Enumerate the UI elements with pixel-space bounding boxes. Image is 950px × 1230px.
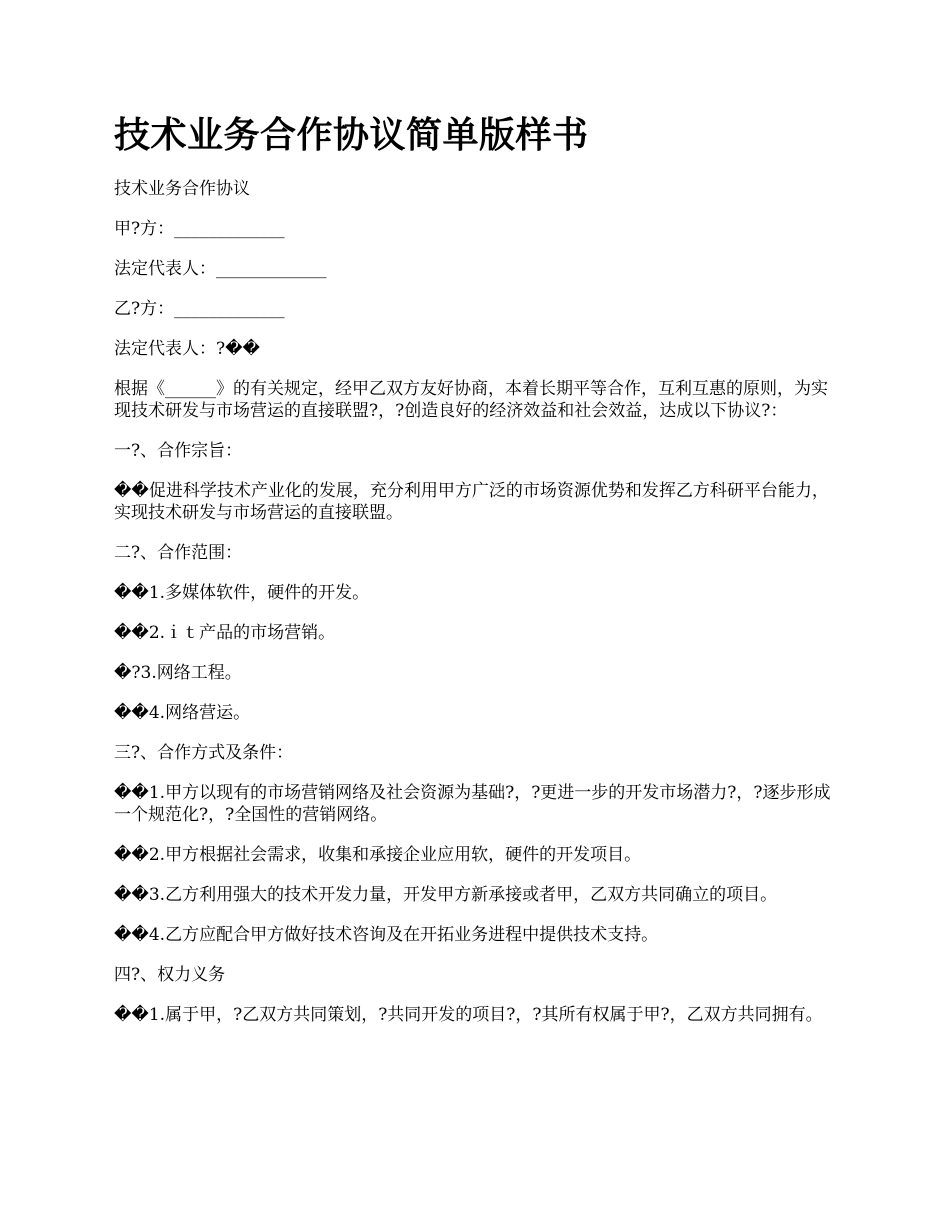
clause-item: ��4.网络营运。 [114,703,251,723]
document-body [114,112,844,1044]
section-heading: 四?、权力义务 [114,965,226,985]
clause-item: ��1.多媒体软件，硬件的开发。 [114,583,370,603]
clause-item: ��2.ｉｔ产品的市场营销。 [114,623,336,643]
clause-paragraph: ��促进科学技术产业化的发展，充分利用甲方广泛的市场资源优势和发挥乙方科研平台能力，实现技术研发与市场营运的直接联盟。 [114,481,829,523]
party-b-line: 乙?方：_____________ [114,299,285,319]
clause-item: �?3.网络工程。 [114,663,242,683]
document-title: 技术业务合作协议简单版样书 [114,115,589,156]
subtitle: 技术业务合作协议 [114,179,250,199]
clause-item: ��4.乙方应配合甲方做好技术咨询及在开拓业务进程中提供技术支持。 [114,925,659,945]
preamble-paragraph: 根据《______》的有关规定，经甲乙双方友好协商，本着长期平等合作，互利互惠的原则，为实现技术研发与市场营运的直接联盟?，?创造良好的经济效益和社会效益，达成以下协议?： [114,379,828,421]
section-heading: 二?、合作范围： [114,543,243,563]
clause-item: ��1.甲方以现有的市场营销网络及社会资源为基础?，?更进一步的开发市场潜力?，?逐步形成一个规范化?，?全国性的营销网络。 [114,783,831,825]
clause-item: ��1.属于甲，?乙双方共同策划，?共同开发的项目?，?其所有权属于甲?，乙双方共同拥有。 [114,1005,823,1025]
section-heading: 三?、合作方式及条件： [114,743,294,763]
section-heading: 一?、合作宗旨： [114,441,243,461]
clause-item: ��3.乙方利用强大的技术开发力量，开发甲方新承接或者甲，乙双方共同确立的项目。 [114,885,778,905]
party-a-representative-line: 法定代表人：_____________ [114,259,327,279]
party-b-representative-line: 法定代表人：?�� [114,339,260,359]
party-a-line: 甲?方：_____________ [114,219,285,239]
clause-item: ��2.甲方根据社会需求，收集和承接企业应用软，硬件的开发项目。 [114,845,642,865]
